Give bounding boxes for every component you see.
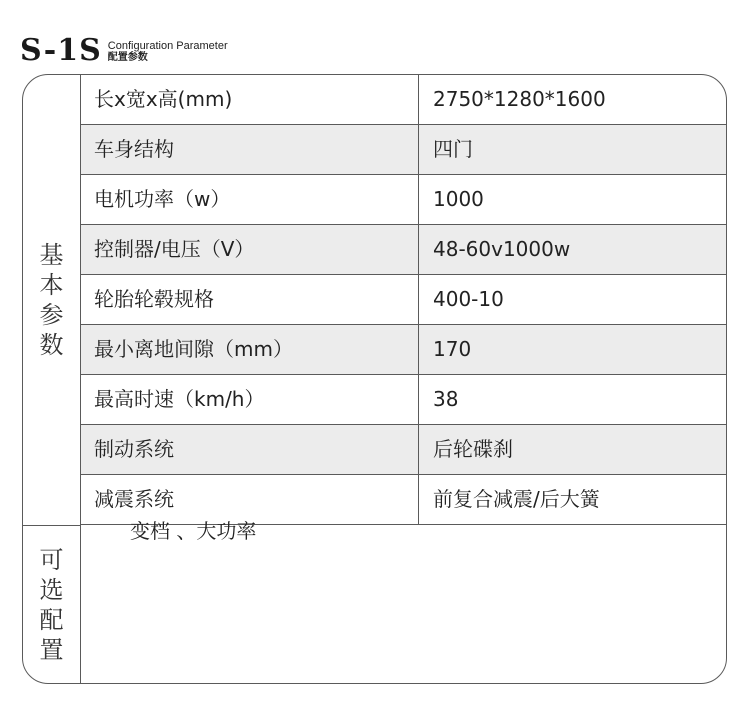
page-header [20,28,228,68]
spec-value: 400-10 [433,287,504,311]
spec-name: 长x宽x高(mm) [81,75,419,124]
table-row [81,125,726,175]
table-row [81,275,726,325]
spec-value: 38 [433,387,459,411]
table-row [81,375,726,425]
spec-value: 后轮碟刹 [433,437,513,461]
subtitle-english: Configuration Parameter [107,40,228,52]
group-options-label: 可选配置 [39,546,64,664]
subtitle-chinese: 配置参数 [107,52,148,63]
spec-name: 车身结构 [81,125,419,174]
table-row [81,175,726,225]
spec-name: 减震系统 [81,475,419,524]
spec-name: 最高时速（km/h） [81,375,419,424]
subtitle [108,40,228,64]
table-row [81,325,726,375]
spec-name: 控制器/电压（V） [81,225,419,274]
spec-name: 电机功率（w） [81,175,419,224]
spec-name: 制动系统 [81,425,419,474]
spec-name: 轮胎轮毂规格 [81,275,419,324]
spec-value: 2750*1280*1600 [433,87,606,111]
spec-value: 前复合减震/后大簧 [433,487,600,511]
table-row [81,225,726,275]
spec-value: 四门 [433,137,473,161]
model-title: S-1S [20,33,102,68]
table-row [81,425,726,475]
group-basic-params [23,75,81,526]
group-optional-config [23,526,81,684]
spec-value: 170 [433,337,472,361]
spec-value: 1000 [433,187,484,211]
spec-name: 最小离地间隙（mm） [81,325,419,374]
spec-table [22,74,727,684]
spec-value: 48-60v1000w [433,237,571,261]
table-row [81,75,726,125]
spec-rows [81,75,726,525]
group-basic-label: 基本参数 [39,241,64,359]
optional-config-text: 变档 、大功率 [130,519,257,543]
